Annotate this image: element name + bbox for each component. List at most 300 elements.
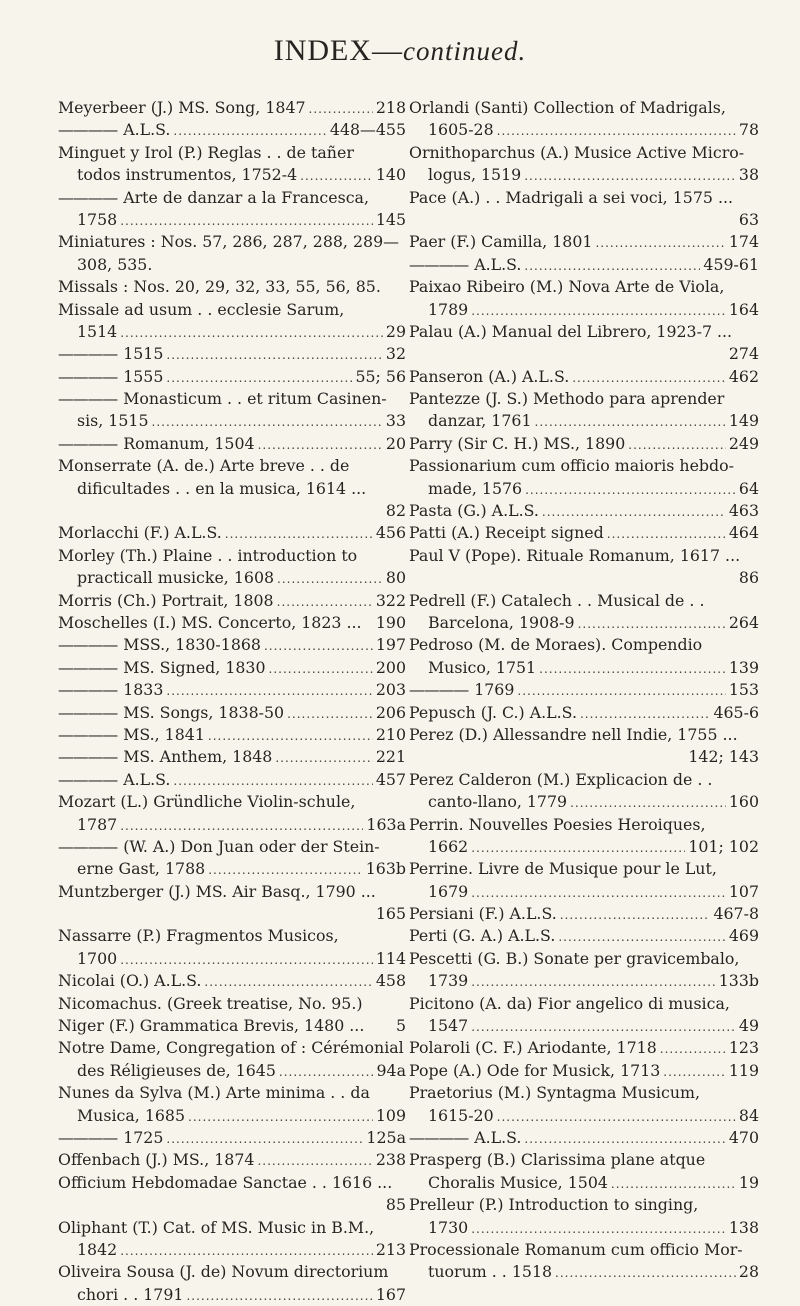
page-number: 274	[728, 344, 759, 364]
index-entry-line	[58, 142, 406, 164]
page-number: 464	[728, 523, 759, 543]
page-number: 142; 143	[688, 747, 759, 767]
entry-text: Nassarre (P.) Fragmentos Musicos,	[58, 926, 339, 946]
page-number: 462	[728, 366, 759, 386]
dot-leader	[277, 568, 383, 589]
page-number: 38	[738, 165, 759, 185]
index-entry-line	[409, 187, 759, 209]
dot-leader	[120, 322, 383, 343]
entry-text: Minguet y Irol (P.) Reglas . . de tañer	[58, 142, 354, 162]
index-entry-line	[58, 1172, 406, 1194]
dot-leader	[497, 1106, 736, 1127]
page-number: 55; 56	[355, 366, 406, 386]
page-number: 470	[728, 1127, 759, 1147]
dot-leader	[517, 680, 725, 701]
entry-text: Perez (D.) Allessandre nell Indie, 1755 ...	[409, 724, 738, 744]
entry-text: ———— 1555	[58, 366, 163, 388]
page-number: 456	[375, 523, 406, 543]
index-entry-line	[409, 299, 759, 321]
page-number: 64	[738, 478, 759, 498]
index-entry-line	[58, 366, 406, 388]
entry-text: ———— 1725	[58, 1127, 163, 1149]
index-entry-line	[58, 1284, 406, 1306]
entry-text: ———— 1515	[58, 343, 163, 365]
page-number: 86	[738, 568, 759, 588]
entry-text: Pasta (G.) A.L.S.	[409, 501, 539, 521]
page-number: 200	[375, 657, 406, 677]
entry-text: 1739	[428, 971, 469, 991]
entry-text: ———— 1833	[58, 679, 163, 701]
page-number: 125a	[366, 1127, 406, 1147]
page-number: 138	[728, 1217, 759, 1237]
entry-text: Nicolai (O.) A.L.S.	[58, 971, 202, 991]
index-entry-line	[58, 478, 406, 500]
index-entry-line	[409, 791, 759, 813]
entry-text: 1842	[77, 1239, 118, 1259]
dot-leader	[166, 344, 383, 365]
dot-leader	[471, 882, 726, 903]
page-number: 153	[728, 680, 759, 700]
page-number: 465-6	[713, 702, 759, 722]
title-main: INDEX—	[273, 34, 404, 67]
entry-text: Morley (Th.) Plaine . . introduction to	[58, 545, 358, 565]
page-number: 203	[375, 680, 406, 700]
index-entry-line	[58, 119, 406, 141]
dot-leader	[611, 1173, 736, 1194]
entry-text: Monserrate (A. de.) Arte breve . . de	[58, 456, 350, 476]
page-number: 197	[375, 635, 406, 655]
index-entry-line	[58, 657, 406, 679]
index-entry-line	[409, 634, 759, 656]
page-number: 164	[728, 299, 759, 319]
entry-text: 1679	[428, 881, 469, 901]
index-entry-line	[409, 1172, 759, 1194]
dot-leader	[120, 815, 363, 836]
page-number: 458	[375, 971, 406, 991]
page-number: 94a	[376, 1060, 406, 1080]
page-number: 238	[375, 1150, 406, 1170]
dot-leader	[580, 703, 710, 724]
entry-text: des Réligieuses de, 1645	[77, 1060, 276, 1080]
entry-text: Parry (Sir C. H.) MS., 1890	[409, 433, 626, 453]
entry-text: Niger (F.) Grammatica Brevis, 1480 ...	[58, 1016, 365, 1036]
entry-text: Morlacchi (F.) A.L.S.	[58, 523, 222, 543]
entry-text: 1615-20	[428, 1105, 494, 1125]
entry-text: Miniatures : Nos. 57, 286, 287, 288, 289—	[58, 232, 399, 252]
entry-text: ———— MS. Signed, 1830	[58, 657, 266, 679]
page-number: 123	[728, 1038, 759, 1058]
dot-leader	[258, 434, 383, 455]
dot-leader	[152, 411, 383, 432]
index-entry-line	[58, 209, 406, 231]
entry-text: Ornithoparchus (A.) Musice Active Micro-	[409, 142, 745, 162]
entry-text: 1758	[77, 209, 118, 229]
index-entry-line	[58, 567, 406, 589]
index-entry-line	[409, 231, 759, 253]
index-entry-line	[409, 500, 759, 522]
entry-text: ———— MS., 1841	[58, 724, 205, 746]
index-entry-line	[58, 276, 406, 298]
entry-text: Musico, 1751	[428, 657, 537, 677]
title-continued: continued.	[403, 36, 527, 66]
dot-leader	[257, 1150, 372, 1171]
entry-text: chori . . 1791	[77, 1284, 184, 1304]
entry-text: Mozart (L.) Gründliche Violin-schule,	[58, 792, 356, 812]
dot-leader	[525, 479, 736, 500]
entry-text: ———— (W. A.) Don Juan oder der Stein-	[58, 836, 380, 858]
entry-text: Pantezze (J. S.) Methodo para aprender	[409, 389, 725, 409]
page-number: 459-61	[703, 254, 759, 274]
dot-leader	[471, 971, 716, 992]
entry-text: ———— A.L.S.	[58, 119, 170, 141]
page-number: 33	[385, 411, 406, 431]
index-entry-line	[409, 1082, 759, 1104]
index-entry-line	[409, 478, 759, 500]
dot-leader	[120, 210, 373, 231]
index-entry-line	[409, 814, 759, 836]
index-entry-line	[409, 1149, 759, 1171]
index-entry-line	[409, 119, 759, 141]
index-entry-line	[409, 567, 759, 589]
index-entry-line	[58, 299, 406, 321]
index-entry-line	[409, 1217, 759, 1239]
entry-text: Perti (G. A.) A.L.S.	[409, 926, 556, 946]
entry-text: Nunes da Sylva (M.) Arte minima . . da	[58, 1083, 370, 1103]
index-entry-line	[58, 388, 406, 410]
right-column	[409, 97, 759, 1284]
page-number: 107	[728, 881, 759, 901]
index-entry-line	[58, 925, 406, 947]
index-entry-line	[58, 791, 406, 813]
index-entry-line	[58, 410, 406, 432]
dot-leader	[269, 658, 373, 679]
index-entry-line	[58, 836, 406, 858]
page-number: 140	[375, 165, 406, 185]
page-number: 163a	[366, 814, 406, 834]
entry-text: 1605-28	[428, 120, 494, 140]
index-entry-line	[409, 702, 759, 724]
dot-leader	[524, 1128, 725, 1149]
entry-text: 1662	[428, 836, 469, 856]
page-number: 448—455	[329, 120, 406, 140]
index-entry-line	[58, 1037, 406, 1059]
page-number: 82	[385, 501, 406, 521]
index-entry-line	[58, 1105, 406, 1127]
dot-leader	[208, 725, 373, 746]
dot-leader	[471, 1218, 726, 1239]
page-number: 32	[385, 344, 406, 364]
index-entry-line	[409, 1037, 759, 1059]
index-entry-line	[58, 522, 406, 544]
page-number: 210	[375, 724, 406, 744]
entry-text: Officium Hebdomadae Sanctae . . 1616 ...	[58, 1172, 393, 1192]
index-entry-line	[409, 545, 759, 567]
index-entry-line	[58, 187, 406, 209]
dot-leader	[186, 1285, 372, 1306]
dot-leader	[595, 232, 725, 253]
index-entry-line	[58, 1015, 406, 1037]
index-entry-line	[409, 366, 759, 388]
index-entry-line	[409, 254, 759, 276]
dot-leader	[555, 1262, 736, 1283]
entry-text: ———— A.L.S.	[409, 1127, 521, 1149]
index-entry-line	[58, 254, 406, 276]
page-number: 101; 102	[688, 836, 759, 856]
index-entry-line	[58, 1060, 406, 1082]
entry-text: Pedrell (F.) Catalech . . Musical de . .	[409, 590, 705, 610]
dot-leader	[471, 837, 685, 858]
dot-leader	[524, 165, 736, 186]
entry-text: Notre Dame, Congregation of : Cérémonial	[58, 1038, 404, 1058]
index-entry-line	[409, 276, 759, 298]
index-entry-line	[409, 142, 759, 164]
entry-text: Polaroli (C. F.) Ariodante, 1718	[409, 1038, 657, 1058]
index-entry-line	[409, 1105, 759, 1127]
index-entry-line	[58, 634, 406, 656]
index-entry-line	[409, 1239, 759, 1261]
entry-text: Praetorius (M.) Syntagma Musicum,	[409, 1083, 701, 1103]
page-number: 29	[385, 321, 406, 341]
dot-leader	[275, 747, 373, 768]
index-entry-line	[409, 769, 759, 791]
index-entry-line	[58, 993, 406, 1015]
page-number: 80	[385, 568, 406, 588]
dot-leader	[208, 859, 363, 880]
dot-leader	[539, 658, 726, 679]
dot-leader	[497, 120, 736, 141]
index-entry-line	[409, 858, 759, 880]
entry-text: Prasperg (B.) Clarissima plane atque	[409, 1150, 706, 1170]
entry-text: Offenbach (J.) MS., 1874	[58, 1150, 255, 1170]
index-entry-line	[58, 1217, 406, 1239]
entry-text: Barcelona, 1908-9	[428, 612, 575, 632]
entry-text: tuorum . . 1518	[428, 1262, 553, 1282]
entry-text: Choralis Musice, 1504	[428, 1172, 608, 1192]
entry-text: Muntzberger (J.) MS. Air Basq., 1790 ...	[58, 881, 376, 901]
page-number: 63	[738, 209, 759, 229]
page-number: 469	[728, 926, 759, 946]
index-entry-line	[58, 1194, 406, 1216]
index-entry-line	[58, 500, 406, 522]
entry-text: Missale ad usum . . ecclesie Sarum,	[58, 299, 345, 319]
index-entry-line	[409, 948, 759, 970]
dot-leader	[471, 300, 726, 321]
entry-text: Paer (F.) Camilla, 1801	[409, 232, 593, 252]
index-entry-line	[58, 321, 406, 343]
dot-leader	[279, 1061, 374, 1082]
page-number: 20	[385, 433, 406, 453]
page-number: 190	[375, 612, 406, 632]
index-entry-line	[58, 433, 406, 455]
entry-text: 1514	[77, 321, 118, 341]
entry-text: 1787	[77, 814, 118, 834]
entry-text: Nicomachus. (Greek treatise, No. 95.)	[58, 993, 363, 1013]
entry-text: dificultades . . en la musica, 1614 ...	[77, 478, 367, 498]
entry-text: ———— A.L.S.	[58, 769, 170, 791]
dot-leader	[173, 770, 372, 791]
page-title	[0, 34, 800, 68]
entry-text: practicall musicke, 1608	[77, 568, 275, 588]
entry-text: Perrin. Nouvelles Poesies Heroiques,	[409, 814, 706, 834]
entry-text: Persiani (F.) A.L.S.	[409, 904, 557, 924]
page-number: 249	[728, 433, 759, 453]
dot-leader	[663, 1061, 726, 1082]
index-entry-line	[409, 970, 759, 992]
entry-text: 1700	[77, 948, 118, 968]
index-entry-line	[409, 881, 759, 903]
entry-text: Perrine. Livre de Musique pour le Lut,	[409, 859, 717, 879]
page-number: 19	[738, 1172, 759, 1192]
index-entry-line	[409, 612, 759, 634]
page-number: 5	[395, 1016, 406, 1036]
entry-text: Moschelles (I.) MS. Concerto, 1823 ...	[58, 612, 362, 632]
dot-leader	[578, 613, 726, 634]
entry-text: ———— 1769	[409, 679, 514, 701]
index-entry-line	[58, 769, 406, 791]
index-entry-line	[409, 321, 759, 343]
entry-text: Pedroso (M. de Moraes). Compendio	[409, 635, 703, 655]
entry-text: 1547	[428, 1016, 469, 1036]
entry-text: Prelleur (P.) Introduction to singing,	[409, 1195, 699, 1215]
dot-leader	[560, 904, 711, 925]
dot-leader	[628, 434, 726, 455]
entry-text: Orlandi (Santi) Collection of Madrigals,	[409, 98, 726, 117]
entry-text: erne Gast, 1788	[77, 859, 206, 879]
index-entry-line	[409, 455, 759, 477]
page-number: 145	[375, 209, 406, 229]
left-column	[58, 97, 406, 1306]
entry-text: canto-llano, 1779	[428, 792, 568, 812]
entry-text: Processionale Romanum cum officio Mor-	[409, 1239, 743, 1259]
dot-leader	[166, 1128, 363, 1149]
dot-leader	[166, 680, 372, 701]
entry-text: Patti (A.) Receipt signed	[409, 523, 604, 543]
dot-leader	[264, 635, 373, 656]
page-number: 78	[738, 120, 759, 140]
entry-text: Perez Calderon (M.) Explicacion de . .	[409, 769, 713, 789]
index-entry-line	[409, 746, 759, 768]
index-entry-line	[58, 545, 406, 567]
index-entry-line	[409, 679, 759, 701]
page-number: 28	[738, 1262, 759, 1282]
page-number: 218	[375, 98, 406, 117]
dot-leader	[309, 98, 373, 119]
page-number: 49	[738, 1016, 759, 1036]
entry-text: ———— Monasticum . . et ritum Casinen-	[58, 388, 387, 410]
entry-text: Paul V (Pope). Rituale Romanum, 1617 ...	[409, 545, 741, 565]
page-number: 457	[375, 769, 406, 789]
entry-text: ———— Romanum, 1504	[58, 433, 255, 455]
index-entry-line	[409, 1127, 759, 1149]
index-entry-line	[409, 1194, 759, 1216]
page-number: 206	[375, 702, 406, 722]
index-entry-line	[409, 164, 759, 186]
page-number: 114	[375, 948, 406, 968]
entry-text: sis, 1515	[77, 411, 149, 431]
index-entry-line	[58, 164, 406, 186]
page-number: 149	[728, 411, 759, 431]
index-entry-line	[409, 209, 759, 231]
entry-text: ———— MSS., 1830-1868	[58, 634, 261, 656]
index-entry-line	[58, 97, 406, 119]
dot-leader	[471, 1016, 736, 1037]
page-number: 174	[728, 232, 759, 252]
page-number: 264	[728, 612, 759, 632]
entry-text: Oliphant (T.) Cat. of MS. Music in B.M.,	[58, 1217, 375, 1237]
index-entry-line	[409, 522, 759, 544]
index-entry-line	[58, 970, 406, 992]
dot-leader	[225, 523, 373, 544]
index-entry-line	[58, 746, 406, 768]
index-entry-line	[58, 612, 406, 634]
page-number: 213	[375, 1239, 406, 1259]
page-number: 160	[728, 792, 759, 812]
index-entry-line	[58, 903, 406, 925]
index-entry-line	[409, 925, 759, 947]
index-entry-line	[409, 836, 759, 858]
dot-leader	[570, 792, 726, 813]
index-entry-line	[409, 388, 759, 410]
entry-text: Morris (Ch.) Portrait, 1808	[58, 590, 274, 610]
entry-text: ———— MS. Songs, 1838-50	[58, 702, 284, 724]
entry-text: ———— A.L.S.	[409, 254, 521, 276]
dot-leader	[277, 591, 373, 612]
page-number: 139	[728, 657, 759, 677]
entry-text: Palau (A.) Manual del Librero, 1923-7 ...	[409, 321, 733, 341]
page-number: 119	[728, 1060, 759, 1080]
entry-text: Picitono (A. da) Fior angelico di musica,	[409, 993, 730, 1013]
index-entry-line	[58, 455, 406, 477]
dot-leader	[166, 367, 352, 388]
index-entry-line	[58, 1082, 406, 1104]
index-entry-line	[409, 343, 759, 365]
entry-text: Pepusch (J. C.) A.L.S.	[409, 702, 577, 722]
page-number: 167	[375, 1284, 406, 1304]
entry-text: Pope (A.) Ode for Musick, 1713	[409, 1060, 661, 1080]
index-entry-line	[409, 1261, 759, 1283]
index-entry-line	[409, 657, 759, 679]
dot-leader	[204, 971, 372, 992]
dot-leader	[607, 523, 726, 544]
index-entry-line	[409, 724, 759, 746]
index-entry-line	[58, 679, 406, 701]
index-entry-line	[409, 903, 759, 925]
index-entry-line	[58, 702, 406, 724]
entry-text: Oliveira Sousa (J. de) Novum directorium	[58, 1262, 389, 1282]
index-entry-line	[409, 1015, 759, 1037]
page-number: 133b	[718, 971, 759, 991]
page-number: 467-8	[713, 904, 759, 924]
index-entry-line	[409, 410, 759, 432]
index-entry-line	[58, 590, 406, 612]
entry-text: Musica, 1685	[77, 1105, 186, 1125]
index-entry-line	[409, 433, 759, 455]
page-number: 322	[375, 590, 406, 610]
page-number: 84	[738, 1105, 759, 1125]
page-number: 463	[728, 501, 759, 521]
entry-text: Missals : Nos. 20, 29, 32, 33, 55, 56, 85.	[58, 277, 381, 297]
index-entry-line	[409, 1060, 759, 1082]
entry-text: 308, 535.	[77, 254, 153, 274]
entry-text: Meyerbeer (J.) MS. Song, 1847	[58, 98, 306, 117]
entry-text: ———— MS. Anthem, 1848	[58, 746, 272, 768]
dot-leader	[524, 255, 700, 276]
index-entry-line	[58, 948, 406, 970]
dot-leader	[300, 165, 373, 186]
page-number: 165	[375, 904, 406, 924]
dot-leader	[120, 1240, 373, 1261]
entry-text: made, 1576	[428, 478, 523, 498]
